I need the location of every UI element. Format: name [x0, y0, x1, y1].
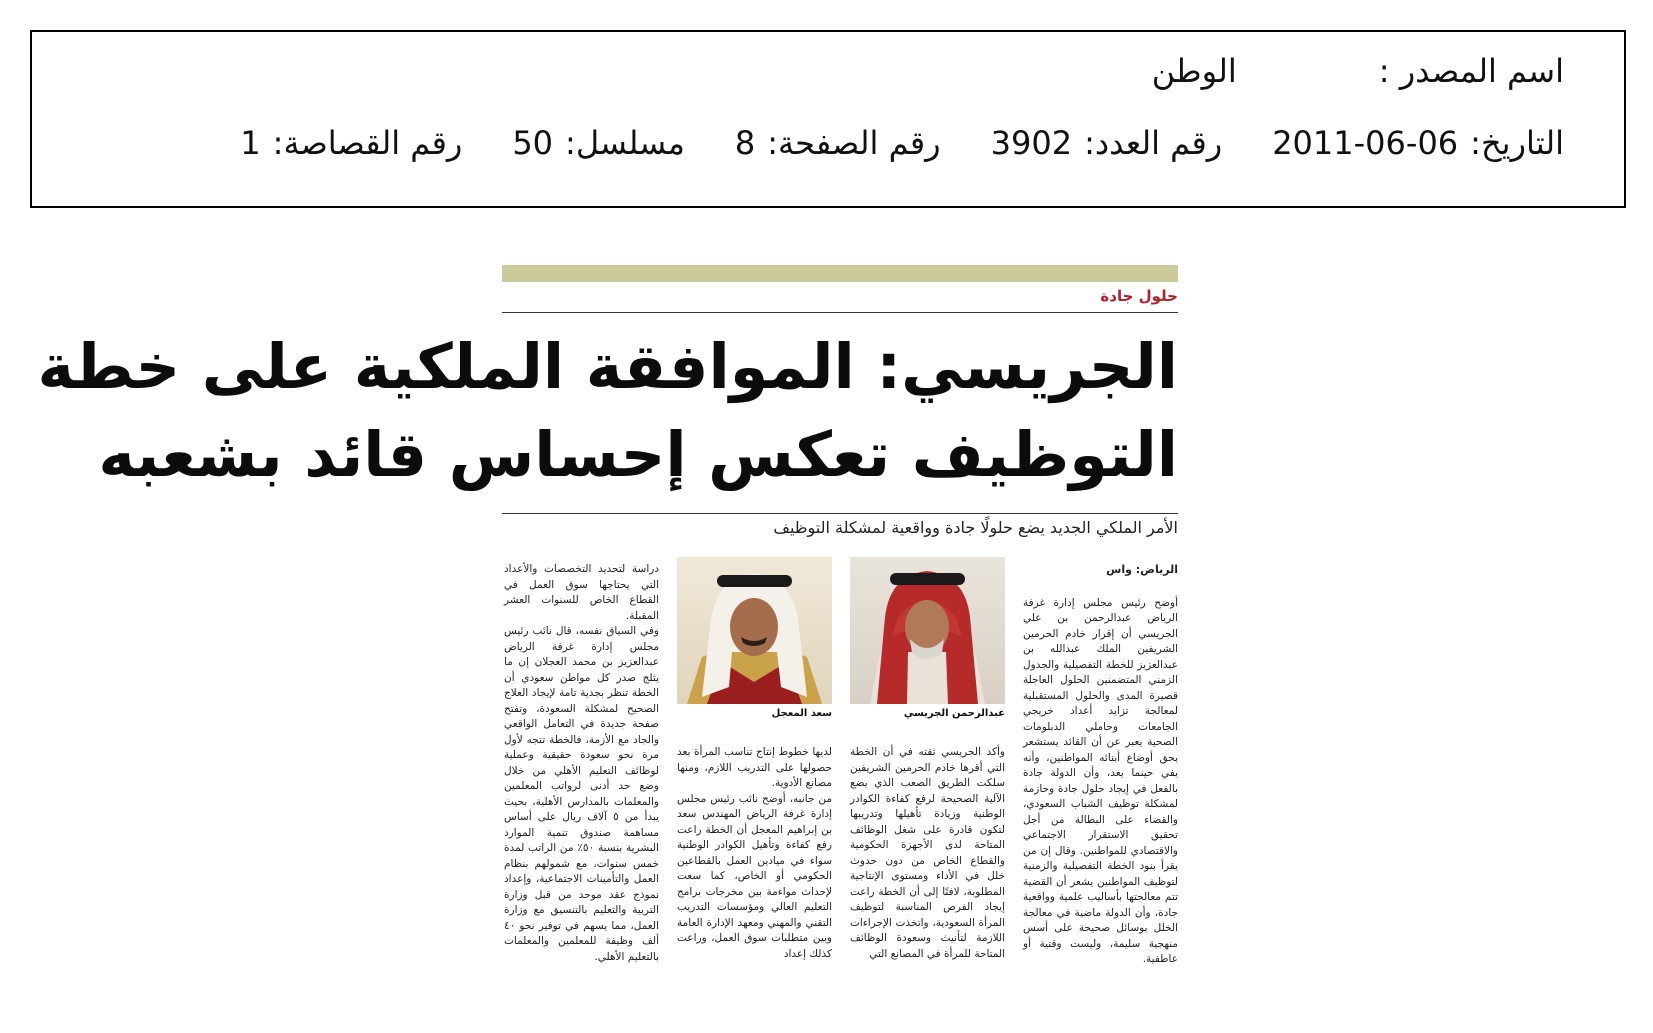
- serial-label: مسلسل:: [565, 124, 685, 162]
- article-column-2: [850, 745, 1005, 1023]
- portrait-almajel-image: [677, 557, 832, 704]
- newspaper-clipping: [37, 265, 1178, 1033]
- column-4-text-1: دراسة لتحديد التخصصات والأعداد التي يحتاجها سوق العمل في القطاع الخاص للسنوات العشر المقبلة.: [504, 563, 659, 622]
- headline: [37, 323, 1178, 499]
- serial-field: [512, 124, 685, 162]
- meta-row: [190, 124, 1564, 162]
- column-3-text-1: لديها خطوط إنتاج تناسب المرأة بعد حصولها على التدريب اللازم، ومنها مصانع الأدوية.: [677, 746, 832, 789]
- date-label: التاريخ:: [1470, 124, 1564, 162]
- portrait-jeraisy-image: [850, 557, 1005, 704]
- column-1-text: أوضح رئيس مجلس إدارة غرفة الرياض عبدالرحمن بن علي الجريسي أن إقرار خادم الحرمين الشريفين الملك عبدالله بن عبدالعزيز للخطة التفصيلية والجدول الزمني المتضمنين الحلول العاجلة قصيرة المدى والحلول المستقبلية لمعالجة تزايد أعداد خريجي الجامعات وحاملي الدبلومات الصحية يعبر عن أن القائد يستشعر بحق أوضاع أبنائه المواطنين، وأنه يفي حينما يعد، وأن الدولة جادة بالفعل في إيجاد حلول جادة وحازمة لمشكلة توظيف الشباب السعودي، والقضاء على البطالة من أجل تحقيق الاستقرار الاجتماعي والاقتصادي للمواطنين. وقال إن من يقرأ بنود الخطة التفصيلية والزمنية لتوظيف المواطنين يشعر أن القضية تتم معالجتها بأساليب علمية وواقعية جادة، وأن الدولة ماضية في معالجة الخلل بوسائل صحيحة على أسس منهجية سليمة، وليست وقتية أو عاطفية.: [1023, 596, 1178, 965]
- portrait-photo-jeraisy: [850, 557, 1005, 704]
- date-value: 2011-06-06: [1272, 124, 1459, 162]
- article-column-1: [1023, 562, 1178, 1022]
- source-value: الوطن: [1151, 52, 1237, 90]
- column-2-text: وأكد الجريسي ثقته في أن الخطة التي أقرها خادم الحرمين الشريفين سلكت الطريق الصعب الذي يضع الآلية الصحيحة لرفع كفاءة الكوادر الوطنية وزيادة تأهيلها وتدريبها لتكون قادرة على شغل الوظائف المتاحة لدى الأجهزة الحكومية والقطاع الخاص من دون حدوث خلل في الأداء ومستوى الإنتاجية المطلوبة، لافتًا إلى أن الخطة راعت إيجاد الفرص المناسبة لتوظيف المرأة السعودية، واتخذت الإجراءات اللازمة لتأنيث وسعودة الوظائف المتاحة للمرأة في المصانع التي: [850, 746, 1005, 960]
- headline-rule: [502, 513, 1178, 514]
- article-column-3: [677, 745, 832, 1023]
- headline-line-2: التوظيف تعكس إحساس قائد بشعبه: [98, 418, 1178, 491]
- clipping-header: [30, 30, 1626, 208]
- caption-jeraisy: عبدالرحمن الجريسي: [903, 708, 1005, 719]
- page-value: 8: [734, 124, 756, 162]
- source-label: اسم المصدر :: [1378, 52, 1564, 90]
- clip-value: 1: [240, 124, 261, 162]
- page-label: رقم الصفحة:: [767, 124, 941, 162]
- source-field: [1367, 52, 1564, 90]
- column-3-text-2: من جانبه، أوضح نائب رئيس مجلس إدارة غرفة الرياض المهندس سعد بن إبراهيم المعجل أن الخطة راعت رفع كفاءة وتأهيل الكوادر الوطنية سواء في ميادين العمل بالقطاعين الحكومي أو الخاص، كما سعت لإحداث مواءمة بين مخرجات برامج التعليم العالي ومؤسسات التدريب التقني والمهني ومعهد الإدارة العامة وبين متطلبات سوق العمل، وراعت كذلك إعداد: [677, 792, 832, 960]
- source-value-field: [1152, 52, 1237, 90]
- clip-field: [240, 124, 462, 162]
- dateline: الرياض: واس: [1106, 563, 1178, 576]
- caption-almajel: سعد المعجل: [771, 708, 832, 719]
- issue-field: [991, 124, 1223, 162]
- clip-label: رقم القصاصة:: [272, 124, 463, 162]
- article-column-4: [504, 562, 659, 1022]
- portrait-photo-almajel: [677, 557, 832, 704]
- top-rule: [502, 312, 1178, 313]
- headline-line-1: الجريسي: الموافقة الملكية على خطة: [37, 330, 1178, 403]
- section-kicker: حلول جادة: [1100, 287, 1178, 305]
- page-field: [735, 124, 941, 162]
- date-field: [1272, 124, 1564, 162]
- issue-label: رقم العدد:: [1084, 124, 1223, 162]
- issue-value: 3902: [990, 124, 1073, 162]
- serial-value: 50: [512, 124, 554, 162]
- subheadline: الأمر الملكي الجديد يضع حلولًا جادة وواقعية لمشكلة التوظيف: [773, 518, 1178, 537]
- column-4-text-2: وفي السياق نفسه، قال نائب رئيس مجلس إدارة غرفة الرياض عبدالعزيز بن محمد العجلان إن ما يثلج صدر كل مواطن سعودي أن الخطة تنظر بجدية تامة لإيجاد العلاج الصحيح لمشكلة السعودة، وتفتح صفحة جديدة في التعامل الواقعي والجاد مع الأزمة، فالخطة تتجه لأول مرة نحو سعودة حقيقية وعملية لوظائف التعليم الأهلي من خلال وضع حد أدنى لرواتب المعلمين والمعلمات بالمدارس الأهلية، بحيث يبدأ من ٥ آلاف ريال على أساس مساهمة صندوق تنمية الموارد البشرية بنسبة ٥٠٪ من الراتب لمدة خمس سنوات، مع شمولهم بنظام العمل والتأمينات الاجتماعية، وإعداد نموذج عقد موحد من قبل وزارة التربية والتعليم بالتنسيق مع وزارة العمل، مما يسهم في توفير نحو ٤٠ ألف وظيفة للمعلمين والمعلمات بالتعليم الأهلي.: [504, 625, 659, 963]
- source-row: [1152, 52, 1564, 90]
- top-color-bar: [502, 265, 1178, 282]
